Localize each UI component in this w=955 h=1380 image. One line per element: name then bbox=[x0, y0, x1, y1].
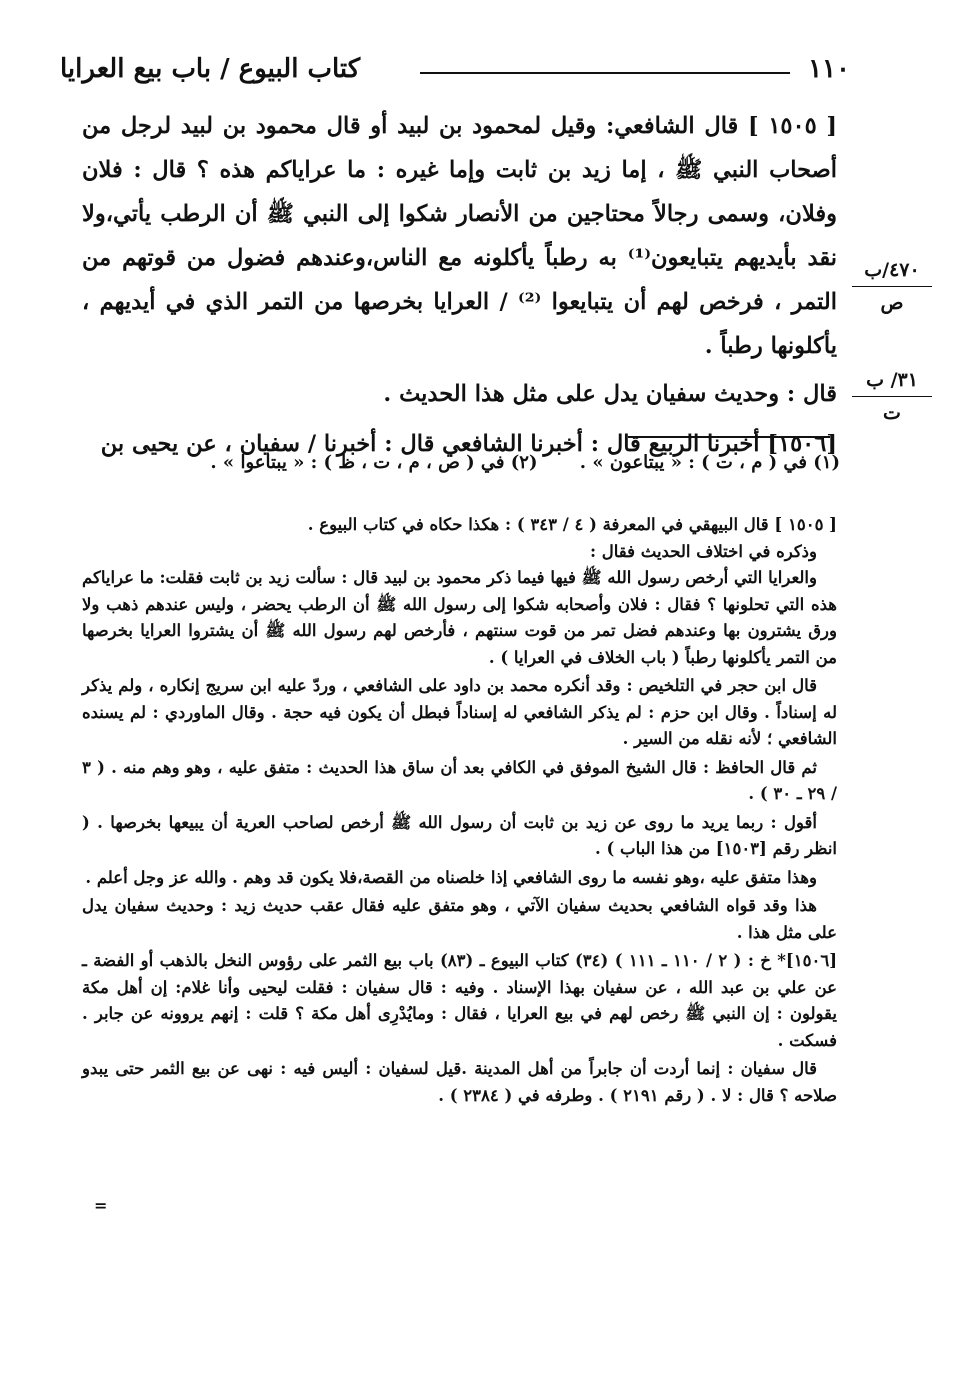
footnote-rule bbox=[628, 436, 830, 438]
paragraph-1505: [ ١٥٠٥ ] قال الشافعي: وقيل لمحمود بن لبيد أو قال محمود بن لبيد لرجل من أصحاب النبي ﷺ ، إما زيد بن ثابت وإما غيره : ما عراياكم هذه ؟ قال : فلان وفلان، وسمى رجالاً محتاجين من الأنصار شكوا إلى النبي ﷺ أن الرطب يأتي،ولا نقد بأيديهم يتبايعون⁽¹⁾ به رطباً يأكلونه مع الناس،وعندهم فضول من قوتهم من التمر ، فرخص لهم أن يتبايعوا ⁽²⁾ / العرايا بخرصها من التمر الذي في أيديهم ، يأكلونها رطباً . bbox=[82, 113, 837, 359]
header-rule bbox=[420, 72, 790, 74]
commentary-hafiz: ثم قال الحافظ : قال الشيخ الموفق في الكافي بعد أن ساق هذا الحديث : متفق عليه ، وهو وهم منه . ( ٣ / ٢٩ ـ ٣٠ ) . bbox=[82, 757, 837, 803]
commentary-ibn-hajar: قال ابن حجر في التلخيص : وقد أنكره محمد بن داود على الشافعي ، وردّ عليه ابن سريج إنكاره ، ولم يذكر له إسناداً . وقال ابن حزم : لم يذكر الشافعي له إسناداً فبطل أن يكون فيه حجة . وقال الماوردي : لم يسنده الشافعي ؛ لأنه نقله من السير . bbox=[82, 676, 837, 748]
margin-note-2-siglum: ت bbox=[883, 402, 901, 424]
paragraph-qal: قال : وحديث سفيان يدل على مثل هذا الحديث . bbox=[383, 381, 837, 407]
margin-note-1 bbox=[852, 256, 932, 317]
footnote-2: (٢) في ( ص ، م ، ت ، ظ ) : « يبتاعوا » . bbox=[210, 452, 538, 473]
commentary-agreed: وهذا متفق عليه ،وهو نفسه ما روى الشافعي إذا خلصناه من القصة،فلا يكون قد وهم . والله عز وجل أعلم . bbox=[85, 867, 817, 887]
paragraph-1506: [١٥٠٦] أخبرنا الربيع قال : أخبرنا الشافعي قال : أخبرنا / سفيان ، عن يحيى بن bbox=[100, 431, 837, 457]
commentary-sufyan-qal: قال سفيان : إنما أردت أن جابراً من أهل المدينة .قيل لسفيان : أليس فيه : نهى عن بيع الثمر حتى يبدو صلاحه ؟ قال : لا . ( رقم ٢١٩١ ) . وطرفه في ( ٢٣٨٤ ) . bbox=[82, 1059, 837, 1105]
margin-note-1-siglum: ص bbox=[880, 292, 904, 314]
footnote-1: (١) في ( م ، ت ) : « يبتاعون » . bbox=[579, 452, 840, 473]
commentary-1505-source: [ ١٥٠٥ ] قال البيهقي في المعرفة ( ٤ / ٣٤٣ ) : هكذا حكاه في كتاب البيوع . bbox=[307, 515, 837, 534]
commentary-1506-source: [١٥٠٦]* خ : ( ٢ / ١١٠ ـ ١١١ ) (٣٤) كتاب البيوع ـ (٨٣) باب بيع الثمر على رؤوس النخل بالذهب أو الفضة ـ عن علي بن عبد الله ، عن سفيان بهذا الإسناد . وفيه : قال سفيان : فقلت ليحيى وأنا غلام: إن أهل مكة يقولون : إن النبي ﷺ رخص لهم في بيع العرايا ، فقال : ومايُدْرِى أهل مكة ؟ قلت : إنهم يروونه عن جابر . فسكت . bbox=[82, 951, 838, 1050]
footnotes bbox=[160, 448, 840, 478]
commentary-sufyan: هذا وقد قواه الشافعي بحديث سفيان الآتي ، وهو متفق عليه فقال عقب حديث زيد : وحديث سفيان يدل على مثل هذا . bbox=[82, 896, 837, 942]
commentary-hadith-text: والعرايا التي أرخص رسول الله ﷺ فيها فيما ذكر محمود بن لبيد قال : سألت زيد بن ثابت فقلت: ما عراياكم هذه التي تحلونها ؟ فقال : فلان وأصحابه شكوا إلى رسول الله ﷺ أن الرطب يحضر ، وليس عندهم ذهب ولا ورق يشترون بها وعندهم فضل تمر من قوت سنتهم ، فأرخص لهم رسول الله ﷺ أن يشتروا العرايا بخرصها من التمر يأكلونها رطباً ( باب الخلاف في العرايا ) . bbox=[82, 568, 837, 667]
commentary bbox=[82, 512, 837, 1109]
margin-note-1-folio: ٤٧٠/ب bbox=[864, 259, 920, 281]
margin-note-1-rule bbox=[852, 286, 932, 287]
margin-note-2-folio: ٣١/ ب bbox=[866, 369, 918, 391]
page-header bbox=[60, 52, 850, 92]
main-text bbox=[82, 104, 837, 466]
margin-note-2 bbox=[852, 366, 932, 427]
running-title: كتاب البيوع / باب بيع العرايا bbox=[60, 54, 361, 84]
margin-note-2-rule bbox=[852, 396, 932, 397]
commentary-aqul: أقول : ربما يريد ما روى عن زيد بن ثابت أن رسول الله ﷺ أرخص لصاحب العرية أن يبيعها بخرصها . ( انظر رقم [١٥٠٣] من هذا الباب ) . bbox=[82, 812, 837, 858]
continuation-mark: = bbox=[94, 1196, 108, 1215]
page-number: ١١٠ bbox=[808, 54, 850, 84]
commentary-intro: وذكره في اختلاف الحديث فقال : bbox=[589, 541, 817, 561]
